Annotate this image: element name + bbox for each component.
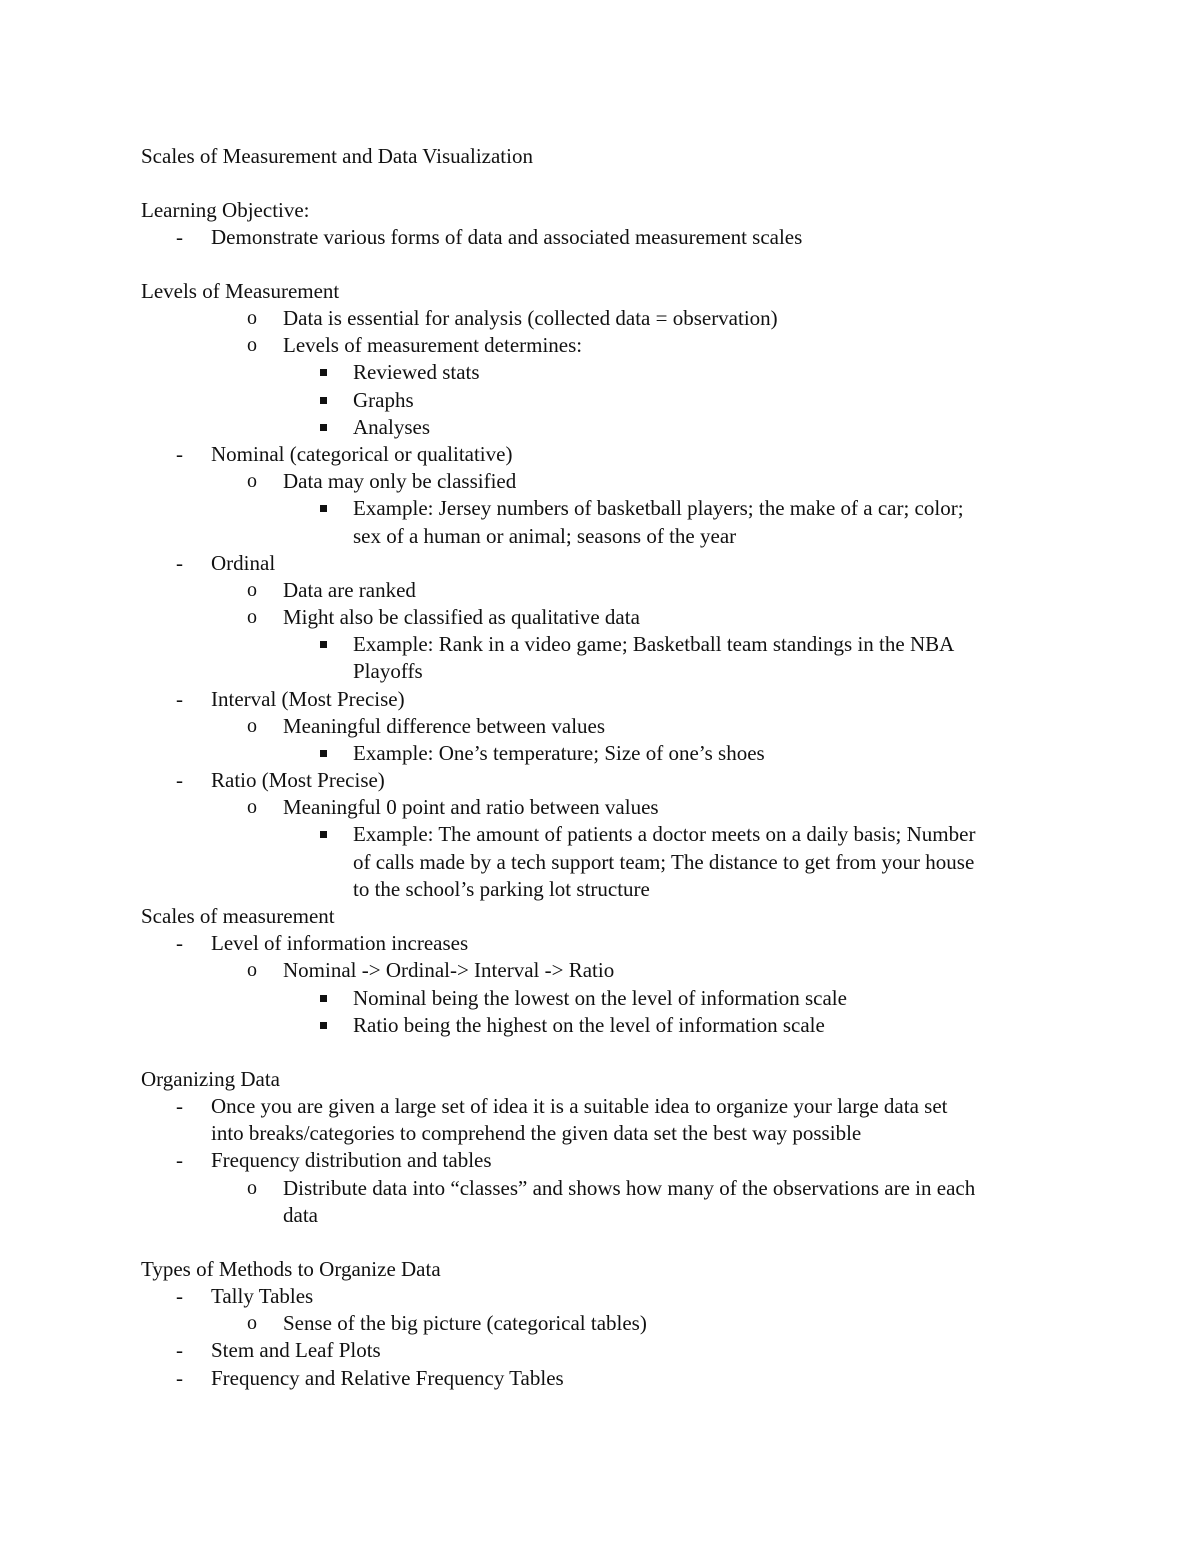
methods-tally: Tally Tables: [211, 1284, 314, 1308]
organizing-item-1-line-1: Once you are given a large set of idea it is a suitable idea to organize your large data set: [211, 1094, 948, 1118]
dash-bullet: -: [176, 687, 183, 711]
methods-tally-sub: Sense of the big picture (categorical tables): [283, 1311, 647, 1335]
circle-bullet: o: [247, 796, 257, 818]
interval-label: Interval (Most Precise): [211, 687, 405, 711]
methods-frequency: Frequency and Relative Frequency Tables: [211, 1366, 564, 1390]
document-title: Scales of Measurement and Data Visualization: [141, 144, 533, 168]
circle-bullet: o: [247, 579, 257, 601]
ratio-example-line-3: to the school’s parking lot structure: [353, 877, 650, 901]
ordinal-example-line-2: Playoffs: [353, 659, 423, 683]
ordinal-example-line-1: Example: Rank in a video game; Basketball team standings in the NBA: [353, 632, 955, 656]
scales-lowest: Nominal being the lowest on the level of information scale: [353, 986, 847, 1010]
determines-item-analyses: Analyses: [353, 415, 430, 439]
methods-heading: Types of Methods to Organize Data: [141, 1257, 441, 1281]
circle-bullet: o: [247, 959, 257, 981]
dash-bullet: -: [176, 1338, 183, 1362]
determines-item-graphs: Graphs: [353, 388, 414, 412]
square-bullet-icon: [320, 995, 327, 1002]
organizing-item-2: Frequency distribution and tables: [211, 1148, 492, 1172]
ordinal-label: Ordinal: [211, 551, 276, 575]
dash-bullet: -: [176, 442, 183, 466]
levels-heading: Levels of Measurement: [141, 279, 340, 303]
organizing-heading: Organizing Data: [141, 1067, 280, 1091]
learning-objective-heading: Learning Objective:: [141, 198, 310, 222]
interval-point: Meaningful difference between values: [283, 714, 606, 738]
determines-item-stats: Reviewed stats: [353, 360, 480, 384]
organizing-sub-line-1: Distribute data into “classes” and shows how many of the observations are in each: [283, 1176, 976, 1200]
dash-bullet: -: [176, 1148, 183, 1172]
dash-bullet: -: [176, 768, 183, 792]
square-bullet-icon: [320, 831, 327, 838]
levels-intro-1: Data is essential for analysis (collected data = observation): [283, 306, 778, 330]
methods-stem: Stem and Leaf Plots: [211, 1338, 381, 1362]
square-bullet-icon: [320, 750, 327, 757]
ordinal-point-1: Data are ranked: [283, 578, 416, 602]
square-bullet-icon: [320, 1022, 327, 1029]
circle-bullet: o: [247, 1312, 257, 1334]
interval-example: Example: One’s temperature; Size of one’s shoes: [353, 741, 765, 765]
square-bullet-icon: [320, 397, 327, 404]
learning-objective-item: Demonstrate various forms of data and associated measurement scales: [211, 225, 803, 249]
dash-bullet: -: [176, 225, 183, 249]
square-bullet-icon: [320, 505, 327, 512]
ratio-example-line-2: of calls made by a tech support team; The distance to get from your house: [353, 850, 975, 874]
circle-bullet: o: [247, 715, 257, 737]
organizing-item-1-line-2: into breaks/categories to comprehend the given data set the best way possible: [211, 1121, 862, 1145]
scales-highest: Ratio being the highest on the level of information scale: [353, 1013, 825, 1037]
scales-order: Nominal -> Ordinal-> Interval -> Ratio: [283, 958, 615, 982]
dash-bullet: -: [176, 1284, 183, 1308]
scales-heading: Scales of measurement: [141, 904, 335, 928]
ratio-example-line-1: Example: The amount of patients a doctor meets on a daily basis; Number: [353, 822, 976, 846]
circle-bullet: o: [247, 307, 257, 329]
square-bullet-icon: [320, 424, 327, 431]
ratio-point: Meaningful 0 point and ratio between values: [283, 795, 659, 819]
circle-bullet: o: [247, 1177, 257, 1199]
nominal-example-line-2: sex of a human or animal; seasons of the year: [353, 524, 737, 548]
dash-bullet: -: [176, 1366, 183, 1390]
circle-bullet: o: [247, 470, 257, 492]
circle-bullet: o: [247, 334, 257, 356]
nominal-point: Data may only be classified: [283, 469, 517, 493]
circle-bullet: o: [247, 606, 257, 628]
nominal-example-line-1: Example: Jersey numbers of basketball players; the make of a car; color;: [353, 496, 964, 520]
square-bullet-icon: [320, 641, 327, 648]
ordinal-point-2: Might also be classified as qualitative data: [283, 605, 640, 629]
dash-bullet: -: [176, 1094, 183, 1118]
square-bullet-icon: [320, 369, 327, 376]
dash-bullet: -: [176, 551, 183, 575]
scales-item: Level of information increases: [211, 931, 469, 955]
dash-bullet: -: [176, 931, 183, 955]
levels-intro-2: Levels of measurement determines:: [283, 333, 583, 357]
nominal-label: Nominal (categorical or qualitative): [211, 442, 513, 466]
ratio-label: Ratio (Most Precise): [211, 768, 385, 792]
organizing-sub-line-2: data: [283, 1203, 318, 1227]
